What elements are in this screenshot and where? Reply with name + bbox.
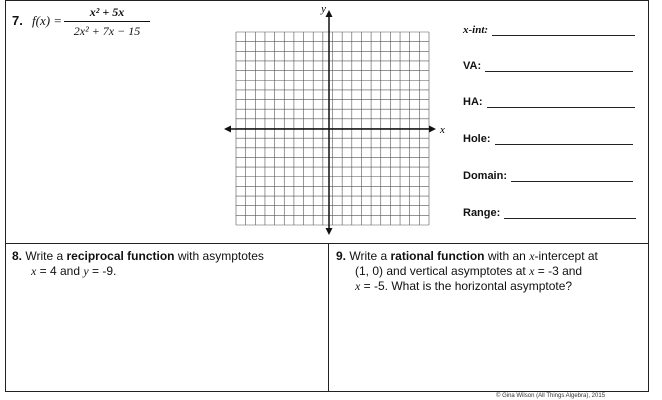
problem-8-line-1 — [12, 249, 317, 264]
problem-9-text-a: Write a — [349, 249, 391, 263]
problem-9-text-d: (1, 0) and vertical asymptotes at — [355, 264, 530, 278]
problem-8-line-2 — [12, 264, 317, 279]
range-label: Range: — [463, 207, 501, 219]
range-row[interactable] — [463, 207, 636, 219]
var-x: x — [355, 279, 361, 293]
coordinate-grid[interactable] — [220, 2, 450, 238]
var-y: y — [83, 264, 89, 278]
ha-label: HA: — [463, 96, 483, 108]
x-int-row[interactable] — [463, 24, 635, 36]
ha-answer-line[interactable] — [487, 97, 635, 108]
problem-8 — [12, 249, 317, 279]
rational-expression — [64, 4, 150, 39]
fraction-bar — [64, 21, 150, 22]
va-answer-line[interactable] — [485, 61, 633, 72]
y-axis-label: y — [321, 3, 326, 15]
problem-9-number: 9. — [336, 249, 347, 263]
problem-7-number: 7. — [12, 13, 23, 28]
hole-row[interactable] — [463, 133, 633, 145]
var-x: x — [529, 249, 535, 263]
va-row[interactable] — [463, 60, 633, 72]
reciprocal-function-phrase: reciprocal function — [66, 249, 175, 263]
problem-9-text-c: -intercept at — [534, 249, 598, 263]
x-int-answer-line[interactable] — [492, 25, 635, 36]
function-label: f(x) = — [32, 13, 63, 28]
x-int-label: x-int: — [463, 24, 489, 36]
problem-8-text-d: = -9. — [88, 264, 117, 278]
section-divider-horizontal — [5, 243, 649, 244]
domain-row[interactable] — [463, 170, 633, 182]
va-label: VA: — [463, 60, 482, 72]
y-axis-arrow-up — [326, 10, 333, 17]
y-axis-arrow-down — [326, 228, 333, 235]
denominator: 2x² + 7x − 15 — [73, 24, 141, 38]
x-axis-label: x — [440, 124, 445, 136]
problem-9-text-e: = -3 and — [534, 264, 583, 278]
numerator: x² + 5x — [89, 5, 125, 19]
x-axis-arrow-left — [224, 126, 231, 133]
problem-8-number: 8. — [12, 249, 23, 263]
range-answer-line[interactable] — [504, 208, 636, 219]
problem-9-text-f: = -5. What is the horizontal asymptote? — [360, 279, 573, 293]
problem-9-line-3 — [336, 279, 641, 294]
ha-row[interactable] — [463, 96, 635, 108]
x-axis-arrow-right — [429, 126, 436, 133]
problem-9-line-2 — [336, 264, 641, 279]
problem-8-text-a: Write a — [25, 249, 67, 263]
problem-8-text-c: = 4 and — [36, 264, 84, 278]
rational-function-phrase: rational function — [390, 249, 485, 263]
section-divider-vertical — [328, 243, 329, 392]
var-x: x — [31, 264, 37, 278]
domain-label: Domain: — [463, 170, 507, 182]
problem-9-text-b: with an — [484, 249, 530, 263]
copyright-credit: © Gina Wilson (All Things Algebra), 2015 — [496, 393, 606, 399]
hole-answer-line[interactable] — [495, 134, 633, 145]
domain-answer-line[interactable] — [511, 171, 633, 182]
problem-9 — [336, 249, 641, 294]
var-x: x — [529, 264, 535, 278]
problem-8-text-b: with asymptotes — [174, 249, 264, 263]
hole-label: Hole: — [463, 133, 491, 145]
problem-9-line-1 — [336, 249, 641, 264]
